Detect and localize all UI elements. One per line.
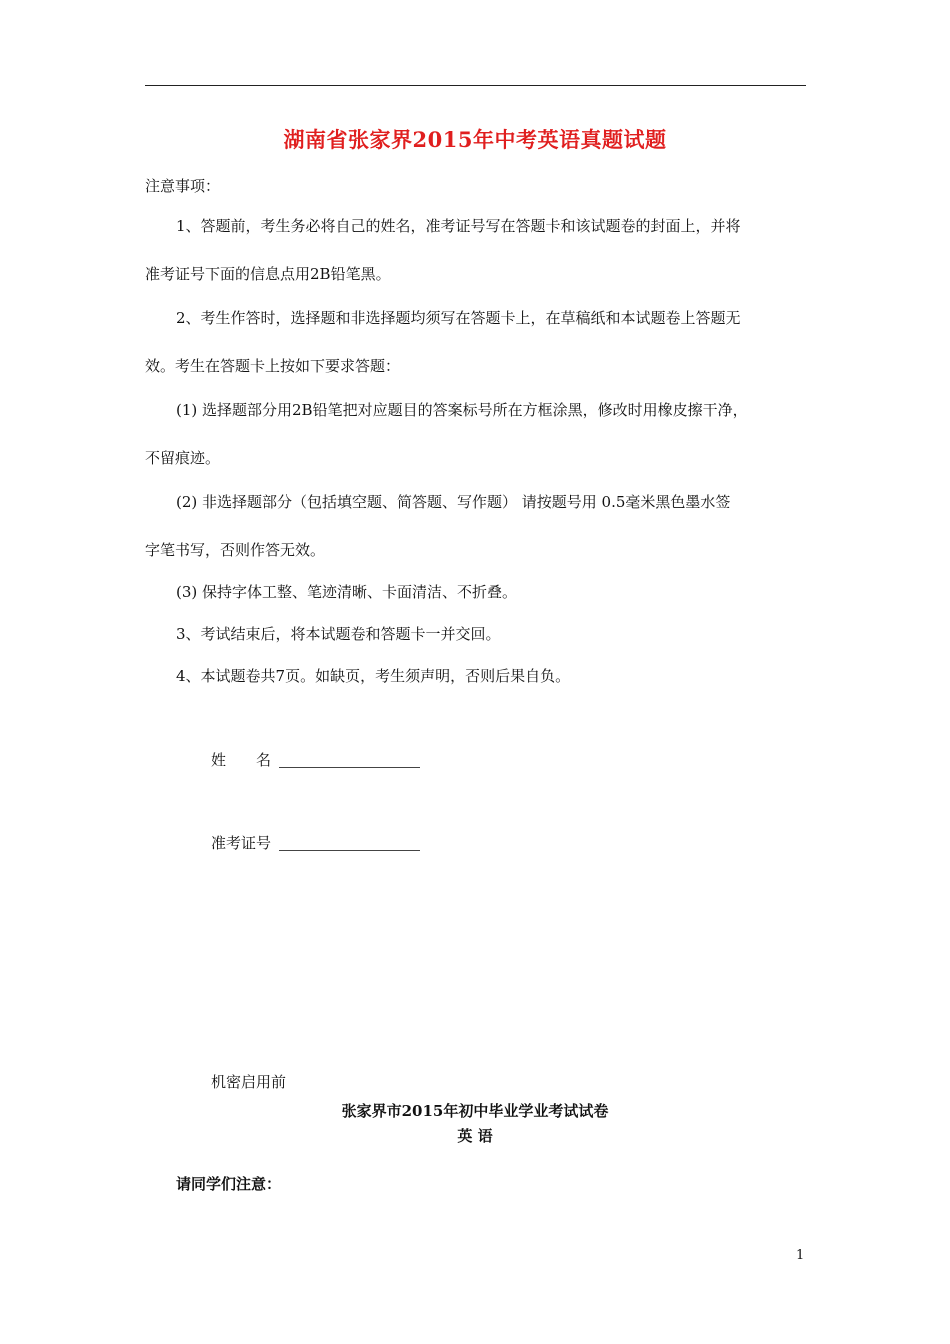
- exam-id-label: 准考证号: [211, 834, 272, 852]
- exam-title: 张家界市2015年初中毕业学业考试试卷: [341, 1102, 609, 1120]
- notice-line-6: 不留痕迹。: [145, 449, 221, 467]
- students-notice: 请同学们注意：: [176, 1175, 282, 1193]
- confidential-label: 机密启用前: [211, 1073, 287, 1091]
- subject-title: 英 语: [457, 1127, 493, 1145]
- notice-line-7: (2) 非选择题部分（包括填空题、简答题、写作题） 请按题号用 0.5毫米黑色墨水签: [176, 493, 731, 511]
- name-label: 姓 名: [211, 751, 272, 769]
- notice-line-10: 3、考试结束后，将本试题卷和答题卡一并交回。: [176, 625, 501, 643]
- name-blank: [279, 767, 420, 768]
- notice-line-9: (3) 保持字体工整、笔迹清晰、卡面清洁、不折叠。: [176, 583, 518, 601]
- page-number: 1: [796, 1248, 805, 1263]
- notice-line-3: 2、考生作答时，选择题和非选择题均须写在答题卡上，在草稿纸和本试题卷上答题无: [176, 309, 741, 327]
- notice-line-2: 准考证号下面的信息点用2B铅笔黑。: [145, 265, 391, 283]
- notice-heading: 注意事项：: [145, 177, 221, 195]
- notice-line-4: 效。考生在答题卡上按如下要求答题：: [145, 357, 401, 375]
- exam-id-blank: [279, 850, 420, 851]
- notice-line-5: (1) 选择题部分用2B铅笔把对应题目的答案标号所在方框涂黑，修改时用橡皮擦干净，: [176, 401, 748, 419]
- document-title: 湖南省张家界2015年中考英语真题试题: [283, 127, 667, 152]
- notice-line-8: 字笔书写，否则作答无效。: [145, 541, 326, 559]
- header-rule: [145, 85, 806, 86]
- notice-line-11: 4、本试题卷共7页。如缺页，考生须声明，否则后果自负。: [176, 667, 571, 685]
- notice-line-1: 1、答题前，考生务必将自己的姓名，准考证号写在答题卡和该试题卷的封面上，并将: [176, 217, 741, 235]
